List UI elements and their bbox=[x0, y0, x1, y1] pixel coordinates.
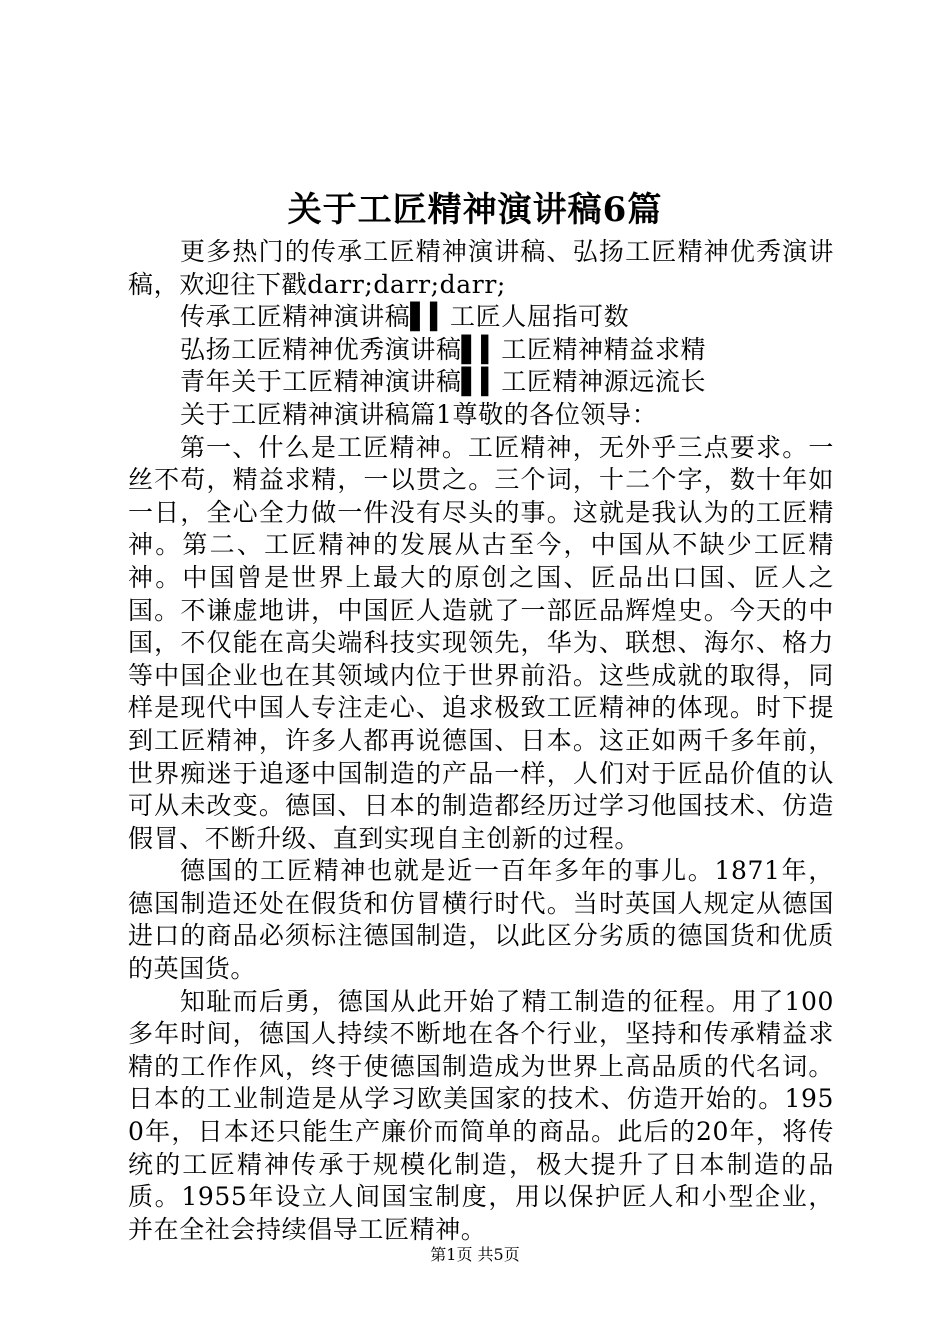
paragraph-germany: 德国的工匠精神也就是近一百年多年的事儿。1871年，德国制造还处在假货和仿冒横行时代。当时英国人规定从德国进口的商品必须标注德国制造，以此区分劣质的德国货和优质的英国货。 bbox=[128, 856, 834, 984]
paragraph-main: 第一、什么是工匠精神。工匠精神，无外乎三点要求。一丝不苟，精益求精，一以贯之。三个词，十二个字，数十年如一日，全心全力做一件没有尽头的事。这就是我认为的工匠精神。第二、工匠精神的发展从古至今，中国从不缺少工匠精神。中国曾是世界上最大的原创之国、匠品出口国、匠人之国。不谦虚地讲，中国匠人造就了一部匠品辉煌史。今天的中国，不仅能在高尖端科技实现领先，华为、联想、海尔、格力等中国企业也在其领域内位于世界前沿。这些成就的取得，同样是现代中国人专注走心、追求极致工匠精神的体现。时下提到工匠精神，许多人都再说德国、日本。这正如两千多年前，世界痴迷于追逐中国制造的产品一样，人们对于匠品价值的认可从未改变。德国、日本的制造都经历过学习他国技术、仿造假冒、不断升级、直到实现自主创新的过程。 bbox=[128, 432, 834, 853]
page-footer: 第1页 共5页 bbox=[430, 1245, 520, 1264]
document-body bbox=[128, 236, 834, 1246]
paragraph-japan: 知耻而后勇，德国从此开始了精工制造的征程。用了100多年时间，德国人持续不断地在各个行业，坚持和传承精益求精的工作作风，终于使德国制造成为世界上高品质的代名词。日本的工业制造是从学习欧美国家的技术、仿造开始的。1950年，日本还只能生产廉价而简单的商品。此后的20年，将传统的工匠精神传承于规模化制造，极大提升了日本制造的品质。1955年设立人间国宝制度，用以保护匠人和小型企业，并在全社会持续倡导工匠精神。 bbox=[128, 986, 834, 1244]
section-heading: 关于工匠精神演讲稿篇1尊敬的各位领导： bbox=[180, 399, 658, 429]
link-line-2: 弘扬工匠精神优秀演讲稿▌▍工匠精神精益求精 bbox=[180, 334, 707, 364]
paragraph-intro: 更多热门的传承工匠精神演讲稿、弘扬工匠精神优秀演讲稿，欢迎往下戳darr;darr;darr; bbox=[128, 237, 834, 299]
document-title: 关于工匠精神演讲稿6篇 bbox=[287, 190, 663, 230]
link-line-1: 传承工匠精神演讲稿▌▍工匠人屈指可数 bbox=[180, 302, 630, 332]
link-line-3: 青年关于工匠精神演讲稿▌▍工匠精神源远流长 bbox=[180, 367, 707, 397]
